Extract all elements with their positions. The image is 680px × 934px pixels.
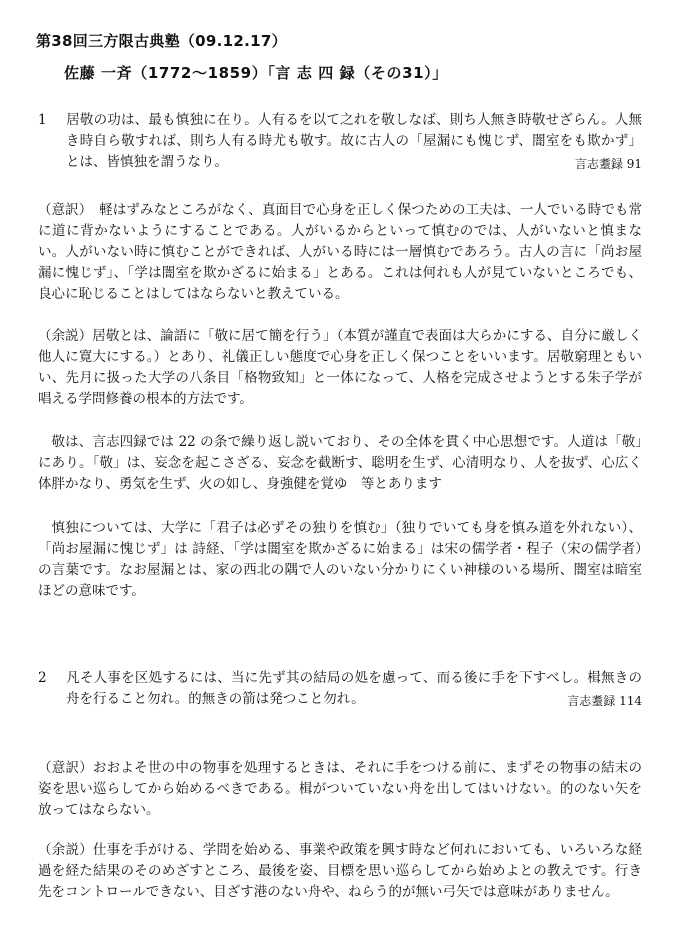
section-2-text-block xyxy=(38,668,642,712)
section-1-text xyxy=(38,110,642,173)
section-1-remarks-block xyxy=(38,326,642,410)
section-1-remark: 敬は、言志四録では 22 の条で繰り返し説いており、その全体を貫く中心思想です。人道は「敬」にあり。「敬」は、妄念を起こさざる、妄念を截断す、聡明を生ず、心清明なり、人を抜ず、心広く体胖かなり、勇気を生ず、火の如し、身強健を覚ゆ 等とあります xyxy=(38,434,642,492)
section-2-translation: （意訳）おおよそ世の中の物事を処理するときは、それに手をつける前に、まずその物事の結末の姿を思い巡らしてから始めるべきである。楫がついていない舟を出してはいけない。的のない矢を放ってはならない。 xyxy=(38,760,642,818)
section-2-body: 凡そ人事を区処するには、当に先ず其の結局の処を慮って、而る後に手を下すべし。楫無きの舟を行ること勿れ。的無きの箭は発つこと勿れ。 xyxy=(66,670,642,707)
section-2-remarks-block xyxy=(38,840,642,903)
section-1-number: 1 xyxy=(38,112,47,128)
section-2-translation-block xyxy=(38,758,642,821)
section-1-body: 居敬の功は、最も慎独に在り。人有るを以て之れを敬しなば、則ち人無き時敬せざらん。人無き時自ら敬すれば、則ち人有る時尤も敬す。故に古人の「屋漏にも愧じず、闇室をも欺かず」とは、皆慎独を謂うなり。 xyxy=(66,112,642,170)
section-1-remark: （余説）居敬とは、論語に「敬に居て簡を行う」（本質が謹直で表面は大らかにする、自分に厳しく他人に寛大にする。）とあり、礼儀正しい態度で心身を正しく保つことをいいます。居敬窮理ともいい、先月に扱った大学の八条目「格物致知」と一体になって、人格を完成させようとする朱子学が唱える学問修養の根本的方法です。 xyxy=(38,328,642,407)
page-subtitle: 佐藤 一斉（1772～1859）「言 志 四 録（その31）」 xyxy=(64,64,448,82)
section-1-text-block xyxy=(38,110,642,175)
section-2-citation: 言志耋録 114 xyxy=(567,694,642,708)
section-2-number: 2 xyxy=(38,670,47,686)
section-1-citation: 言志耋録 91 xyxy=(574,157,642,171)
page-title: 第38回三方限古典塾（09.12.17） xyxy=(36,32,287,50)
section-1-remarks-block-2 xyxy=(38,432,642,495)
section-1-remark: 慎独については、大学に「君子は必ずその独りを慎む」（独りでいても身を慎み道を外れない）、「尚お屋漏に愧じず」は 詩経、「学は闇室を欺かざるに始まる」は宋の儒学者・程子（宋の儒学者）の言葉です。なお屋漏とは、家の西北の隅で人のいない分かりにくい神様のいる場所、闇室は暗室ほどの意味です。 xyxy=(38,520,642,599)
section-1-translation-block xyxy=(38,200,642,305)
section-2-text xyxy=(38,668,642,710)
section-1-translation: （意訳） 軽はずみなところがなく、真面目で心身を正しく保つための工夫は、一人でいる時でも常に道に背かないようにすることである。人がいるからといって慎むのでは、人がいないと慎まない。人がいない時に慎むことができれば、人がいる時には一層慎むであろう。古人の言に「尚お屋漏に愧じず」、「学は闇室を欺かざるに始まる」とある。これは何れも人が見ていないところでも、良心に恥じることはしてはならないと教えている。 xyxy=(38,202,642,302)
section-2-remark: （余説）仕事を手がける、学問を始める、事業や政策を興す時など何れにおいても、いろいろな経過を経た結果のそのめざすところ、最後を姿、目標を思い巡らしてから始めよとの教えです。行き先をコントロールできない、目ざす港のない舟や、ねらう的が無い弓矢では意味がありません。 xyxy=(38,842,642,900)
section-1-remarks-block-3 xyxy=(38,518,642,602)
